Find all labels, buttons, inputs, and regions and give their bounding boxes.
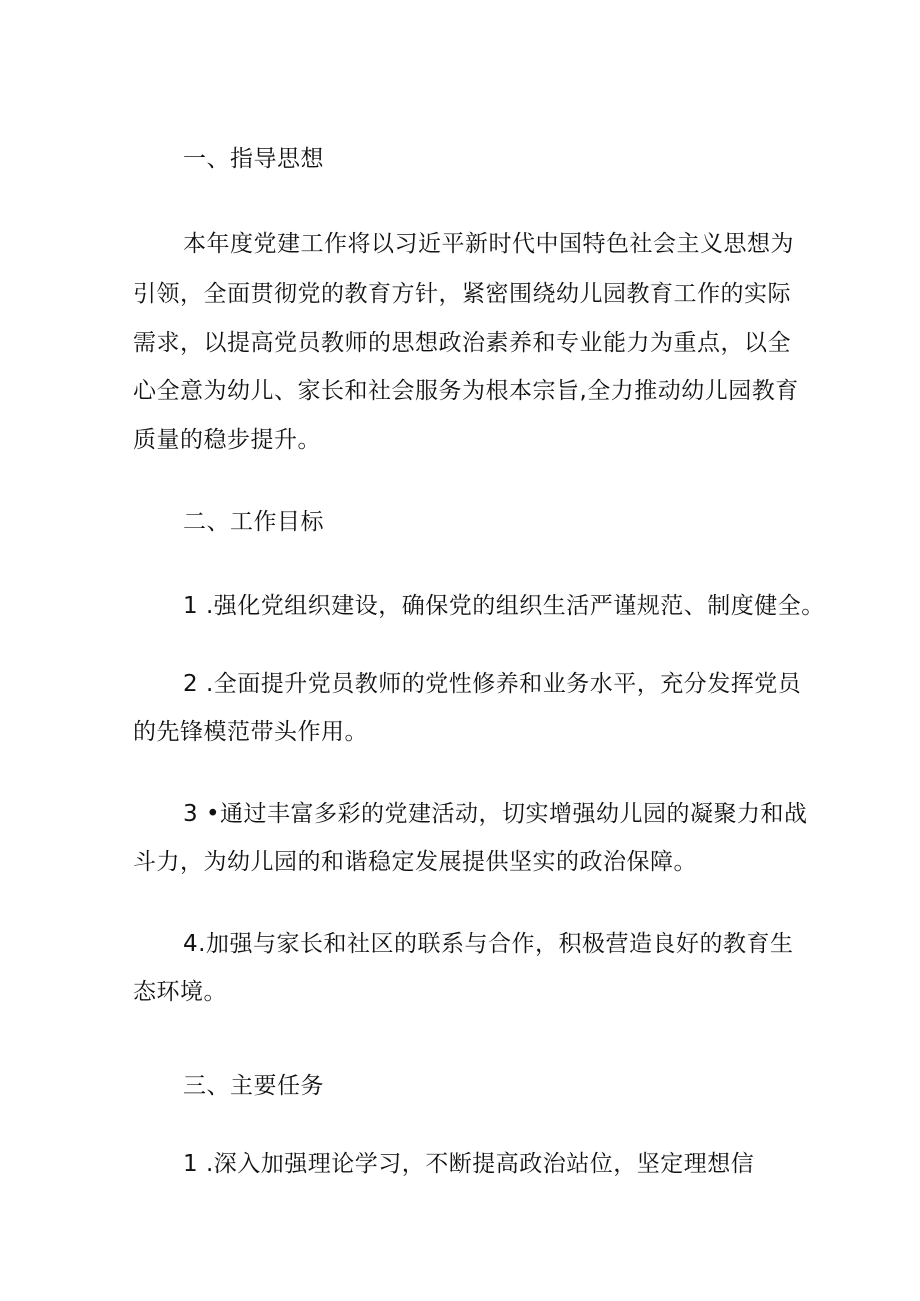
section-heading-goals: 二、工作目标 — [183, 509, 324, 535]
paragraph-line: 质量的稳步提升。 — [133, 427, 321, 453]
goal-item-2-continued: 的先锋模范带头作用。 — [133, 719, 368, 745]
goal-item-1: 1 .强化党组织建设，确保党的组织生活严谨规范、制度健全。 — [183, 593, 825, 619]
goal-item-4: 4.加强与家长和社区的联系与合作，积极营造良好的教育生 — [183, 931, 794, 957]
goal-item-2: 2 .全面提升党员教师的党性修养和业务水平，充分发挥党员 — [183, 671, 802, 697]
task-item-1: 1 .深入加强理论学习，不断提高政治站位，坚定理想信 — [183, 1151, 755, 1177]
section-heading-guiding: 一、指导思想 — [183, 146, 324, 172]
paragraph-line: 需求，以提高党员教师的思想政治素养和专业能力为重点，以全 — [133, 330, 791, 356]
paragraph-line: 本年度党建工作将以习近平新时代中国特色社会主义思想为 — [183, 231, 794, 257]
paragraph-line: 引领，全面贯彻党的教育方针，紧密围绕幼儿园教育工作的实际 — [133, 281, 791, 307]
goal-item-4-continued: 态环境。 — [133, 979, 227, 1005]
section-heading-tasks: 三、主要任务 — [183, 1073, 324, 1099]
goal-item-3: 3 •通过丰富多彩的党建活动，切实增强幼儿园的凝聚力和战 — [183, 801, 808, 827]
paragraph-line: 心全意为幼儿、家长和社会服务为根本宗旨,全力推动幼儿园教育 — [133, 378, 799, 404]
goal-item-3-continued: 斗力，为幼儿园的和谐稳定发展提供坚实的政治保障。 — [133, 849, 697, 875]
